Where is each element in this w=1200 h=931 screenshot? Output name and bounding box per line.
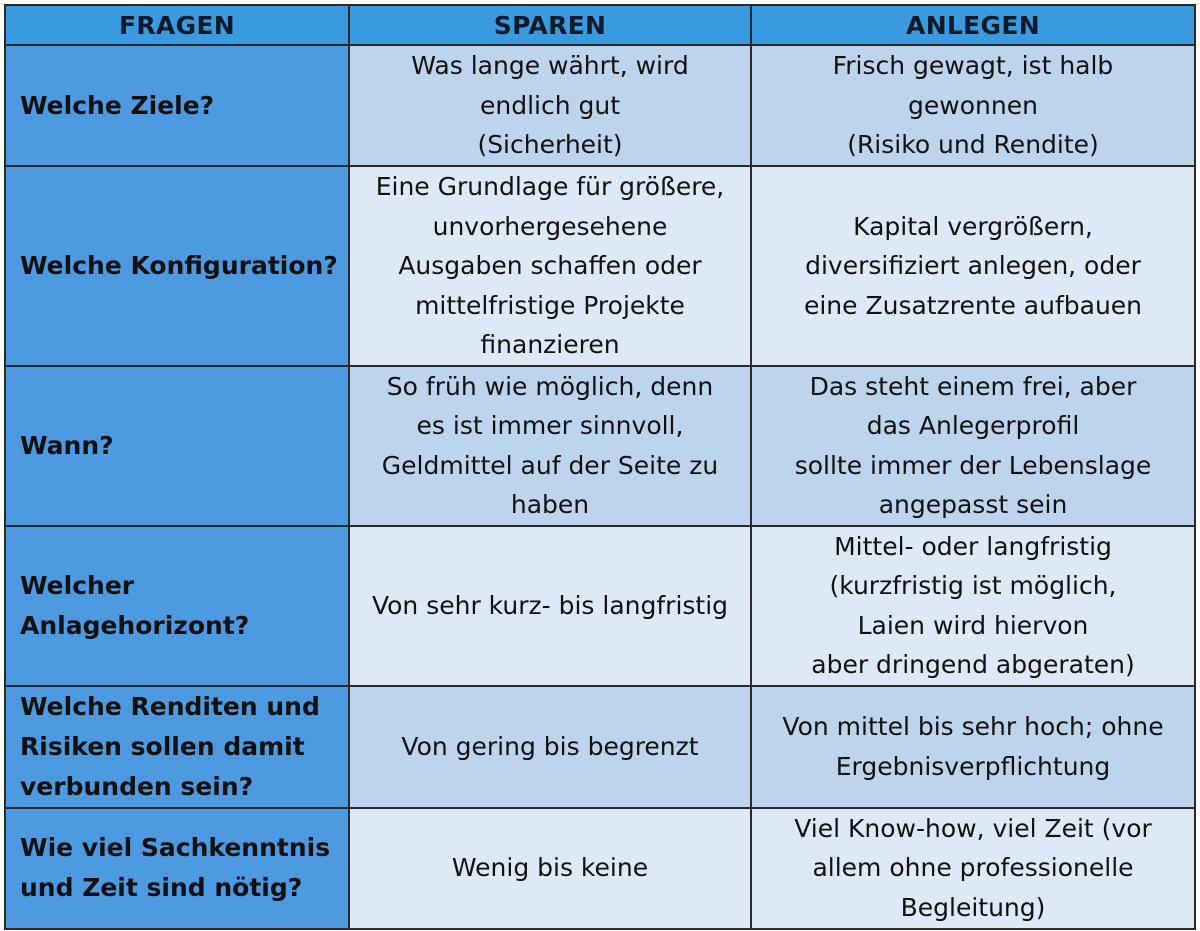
sparen-line: Ausgaben schaffen oder [398, 251, 702, 280]
sparen-line: mittelfristige Projekte [415, 290, 685, 320]
anlegen-cell [751, 45, 1195, 166]
anlegen-line: eine Zusatzrente aufbauen [803, 290, 1143, 320]
header-fragen: FRAGEN [5, 5, 349, 45]
anlegen-line: (kurzfristig ist möglich, [829, 571, 1117, 600]
anlegen-line: aber dringend abgeraten) [811, 650, 1135, 679]
question-cell [5, 45, 349, 166]
header-sparen: SPAREN [349, 5, 751, 45]
question-line: Anlagehorizont? [20, 610, 250, 640]
question-line: Wie viel Sachkenntnis [20, 833, 331, 862]
anlegen-line: Viel Know-how, viel Zeit (vor [794, 813, 1152, 843]
question-cell [5, 526, 349, 686]
sparen-cell [349, 166, 751, 366]
sparen-line: Von sehr kurz- bis langfristig [371, 590, 729, 620]
sparen-line: Wenig bis keine [451, 853, 649, 883]
anlegen-cell [751, 166, 1195, 366]
table-row [5, 366, 1195, 526]
anlegen-cell [751, 808, 1195, 929]
sparen-cell [349, 808, 751, 929]
anlegen-line: diversifiziert anlegen, oder [805, 251, 1141, 280]
anlegen-line: Frisch gewagt, ist halb [832, 51, 1114, 81]
anlegen-cell [751, 526, 1195, 686]
anlegen-line: Das steht einem frei, aber [809, 371, 1137, 401]
question-line: verbunden sein? [20, 771, 254, 801]
sparen-line: (Sicherheit) [477, 130, 623, 160]
question-line: und Zeit sind nötig? [20, 873, 303, 902]
header-row [5, 5, 1195, 45]
table-row [5, 45, 1195, 166]
question-line: Welche Konfiguration? [20, 250, 338, 280]
sparen-line: haben [510, 490, 590, 519]
question-line: Risiken sollen damit [20, 731, 305, 761]
anlegen-line: Von mittel bis sehr hoch; ohne [782, 712, 1164, 741]
anlegen-line: Begleitung) [900, 892, 1046, 922]
table-row [5, 808, 1195, 929]
sparen-line: Was lange währt, wird [411, 51, 689, 81]
question-cell [5, 686, 349, 808]
table-row [5, 686, 1195, 808]
anlegen-line: sollte immer der Lebenslage [794, 450, 1152, 480]
sparen-line: endlich gut [479, 90, 621, 120]
sparen-line: es ist immer sinnvoll, [416, 411, 684, 440]
sparen-line: finanzieren [480, 330, 620, 359]
anlegen-line: Mittel- oder langfristig [834, 531, 1112, 561]
question-cell [5, 366, 349, 526]
anlegen-line: Laien wird hiervon [857, 610, 1089, 640]
anlegen-line: angepasst sein [878, 490, 1068, 519]
anlegen-line: (Risiko und Rendite) [847, 130, 1099, 160]
table-row [5, 526, 1195, 686]
sparen-line: Eine Grundlage für größere, [375, 172, 725, 201]
sparen-cell [349, 526, 751, 686]
question-cell [5, 166, 349, 366]
sparen-cell [349, 686, 751, 808]
question-line: Welche Ziele? [20, 90, 215, 120]
header-anlegen: ANLEGEN [751, 5, 1195, 45]
anlegen-line: das Anlegerprofil [866, 411, 1080, 440]
question-line: Welcher [20, 570, 135, 600]
sparen-line: So früh wie möglich, denn [386, 371, 714, 401]
anlegen-cell [751, 686, 1195, 808]
anlegen-line: allem ohne professionelle [812, 853, 1134, 883]
anlegen-cell [751, 366, 1195, 526]
question-line: Welche Renditen und [20, 691, 320, 721]
sparen-line: Geldmittel auf der Seite zu [381, 450, 719, 480]
question-line: Wann? [20, 430, 114, 460]
sparen-line: unvorhergesehene [432, 211, 668, 241]
sparen-line: Von gering bis begrenzt [401, 731, 699, 761]
comparison-table [4, 4, 1196, 930]
sparen-cell [349, 366, 751, 526]
sparen-cell [349, 45, 751, 166]
anlegen-line: Kapital vergrößern, [853, 211, 1093, 241]
question-cell [5, 808, 349, 929]
anlegen-line: Ergebnisverpflichtung [835, 751, 1111, 781]
table-row [5, 166, 1195, 366]
anlegen-line: gewonnen [908, 90, 1038, 120]
